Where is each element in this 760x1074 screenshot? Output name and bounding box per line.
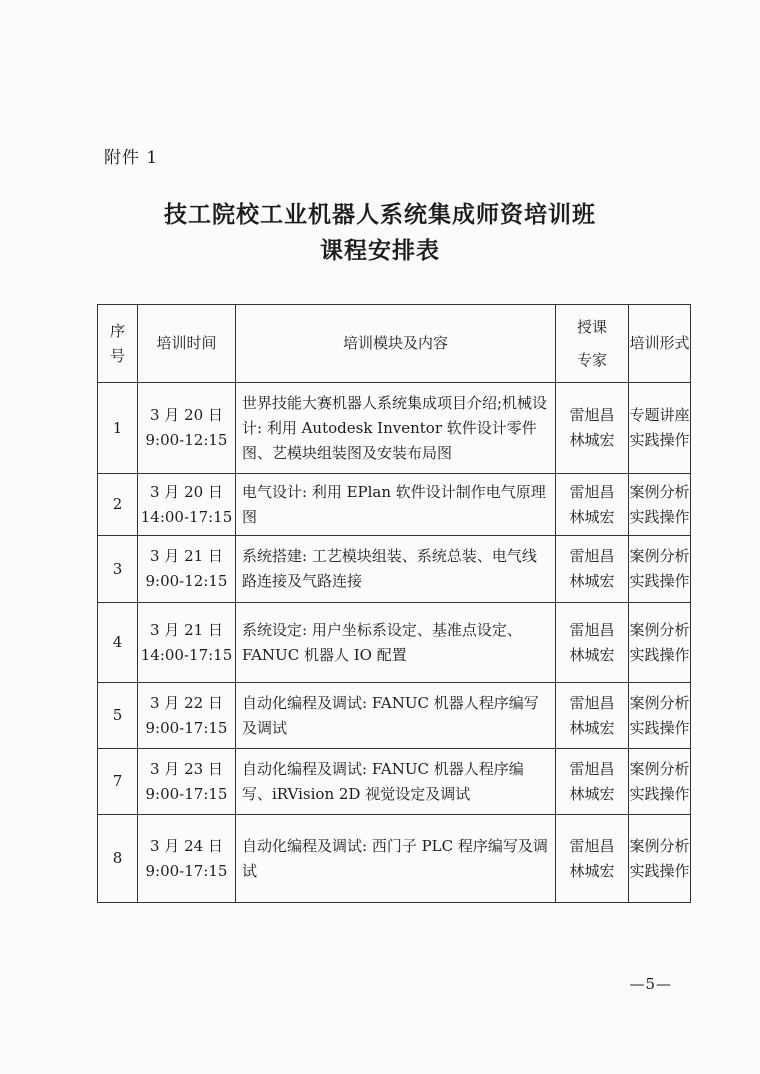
row-experts (556, 815, 629, 903)
training-form: 案例分析 (629, 836, 690, 855)
row-time (138, 603, 236, 683)
header-index-line: 序 (109, 321, 125, 340)
row-index: 5 (98, 683, 138, 749)
table-header-row (98, 305, 691, 383)
row-experts (556, 603, 629, 683)
table-body (98, 383, 691, 903)
header-form: 培训形式 (629, 305, 691, 383)
training-form: 实践操作 (629, 572, 690, 590)
row-index: 3 (98, 536, 138, 603)
table-row (98, 815, 691, 903)
row-time (138, 683, 236, 749)
row-forms (629, 815, 691, 903)
table-row (98, 383, 691, 474)
training-form: 实践操作 (629, 431, 690, 449)
header-index-line: 号 (109, 346, 125, 365)
training-form: 案例分析 (629, 693, 690, 712)
row-experts (556, 383, 629, 474)
row-experts (556, 474, 629, 536)
row-experts (556, 749, 629, 815)
row-content: 系统设定: 用户坐标系设定、基准点设定、FANUC 机器人 IO 配置 (236, 603, 556, 683)
expert-name: 林城宏 (569, 431, 615, 449)
row-date: 3 月 21 日 (150, 547, 223, 565)
row-hours: 9:00-12:15 (145, 431, 228, 449)
row-forms (629, 474, 691, 536)
expert-name: 林城宏 (569, 572, 615, 590)
row-time (138, 536, 236, 603)
expert-name: 雷旭昌 (569, 547, 615, 565)
row-experts (556, 683, 629, 749)
expert-name: 雷旭昌 (569, 482, 615, 501)
row-index: 8 (98, 815, 138, 903)
row-hours: 9:00-17:15 (145, 784, 228, 803)
row-content: 自动化编程及调试: FANUC 机器人程序编写、iRVision 2D 视觉设定及调试 (236, 749, 556, 815)
row-time (138, 474, 236, 536)
row-hours: 14:00-17:15 (140, 645, 233, 664)
training-form: 实践操作 (629, 718, 690, 737)
row-date: 3 月 24 日 (150, 836, 223, 855)
expert-name: 雷旭昌 (569, 693, 615, 712)
row-index: 4 (98, 603, 138, 683)
header-expert-line: 专家 (576, 350, 607, 369)
expert-name: 雷旭昌 (569, 759, 615, 778)
row-content: 电气设计: 利用 EPlan 软件设计制作电气原理图 (236, 474, 556, 536)
training-form: 案例分析 (629, 482, 690, 501)
header-index (98, 305, 138, 383)
training-form: 专题讲座 (629, 406, 690, 424)
row-hours: 9:00-17:15 (145, 861, 228, 880)
attachment-label: 附件 1 (104, 148, 159, 168)
document-subtitle: 课程安排表 (320, 237, 440, 264)
expert-name: 林城宏 (569, 718, 615, 737)
expert-name: 雷旭昌 (569, 406, 615, 424)
row-index: 2 (98, 474, 138, 536)
row-date: 3 月 20 日 (150, 482, 223, 501)
table-row (98, 536, 691, 603)
page-number: —5— (629, 975, 672, 993)
table-row (98, 683, 691, 749)
row-time (138, 815, 236, 903)
row-content: 自动化编程及调试: 西门子 PLC 程序编写及调试 (236, 815, 556, 903)
expert-name: 林城宏 (569, 784, 615, 803)
header-content: 培训模块及内容 (236, 305, 556, 383)
expert-name: 林城宏 (569, 861, 615, 880)
row-experts (556, 536, 629, 603)
row-hours: 14:00-17:15 (140, 507, 233, 526)
row-date: 3 月 21 日 (150, 620, 223, 639)
row-forms (629, 603, 691, 683)
training-form: 实践操作 (629, 784, 690, 803)
training-form: 实践操作 (629, 645, 690, 664)
row-hours: 9:00-12:15 (145, 572, 228, 590)
row-date: 3 月 22 日 (150, 693, 223, 712)
document-title: 技工院校工业机器人系统集成师资培训班 (164, 201, 596, 228)
table-row (98, 749, 691, 815)
row-forms (629, 749, 691, 815)
row-hours: 9:00-17:15 (145, 718, 228, 737)
header-expert (556, 305, 629, 383)
training-form: 案例分析 (629, 547, 690, 565)
header-time: 培训时间 (138, 305, 236, 383)
training-form: 实践操作 (629, 861, 690, 880)
expert-name: 林城宏 (569, 507, 615, 526)
row-forms (629, 383, 691, 474)
table-row (98, 474, 691, 536)
row-content: 系统搭建: 工艺模块组装、系统总装、电气线路连接及气路连接 (236, 536, 556, 603)
training-form: 案例分析 (629, 759, 690, 778)
row-time (138, 749, 236, 815)
row-date: 3 月 20 日 (150, 406, 223, 424)
header-expert-line: 授课 (576, 317, 607, 336)
row-forms (629, 536, 691, 603)
training-form: 案例分析 (629, 620, 690, 639)
table-row (98, 603, 691, 683)
training-form: 实践操作 (629, 507, 690, 526)
row-index: 1 (98, 383, 138, 474)
row-content: 世界技能大赛机器人系统集成项目介绍;机械设计: 利用 Autodesk Inventor 软件设计零件图、艺模块组装图及安装布局图 (236, 383, 556, 474)
expert-name: 林城宏 (569, 645, 615, 664)
course-schedule-table (97, 304, 691, 903)
row-time (138, 383, 236, 474)
row-date: 3 月 23 日 (150, 759, 223, 778)
expert-name: 雷旭昌 (569, 836, 615, 855)
expert-name: 雷旭昌 (569, 620, 615, 639)
row-forms (629, 683, 691, 749)
row-content: 自动化编程及调试: FANUC 机器人程序编写及调试 (236, 683, 556, 749)
row-index: 7 (98, 749, 138, 815)
